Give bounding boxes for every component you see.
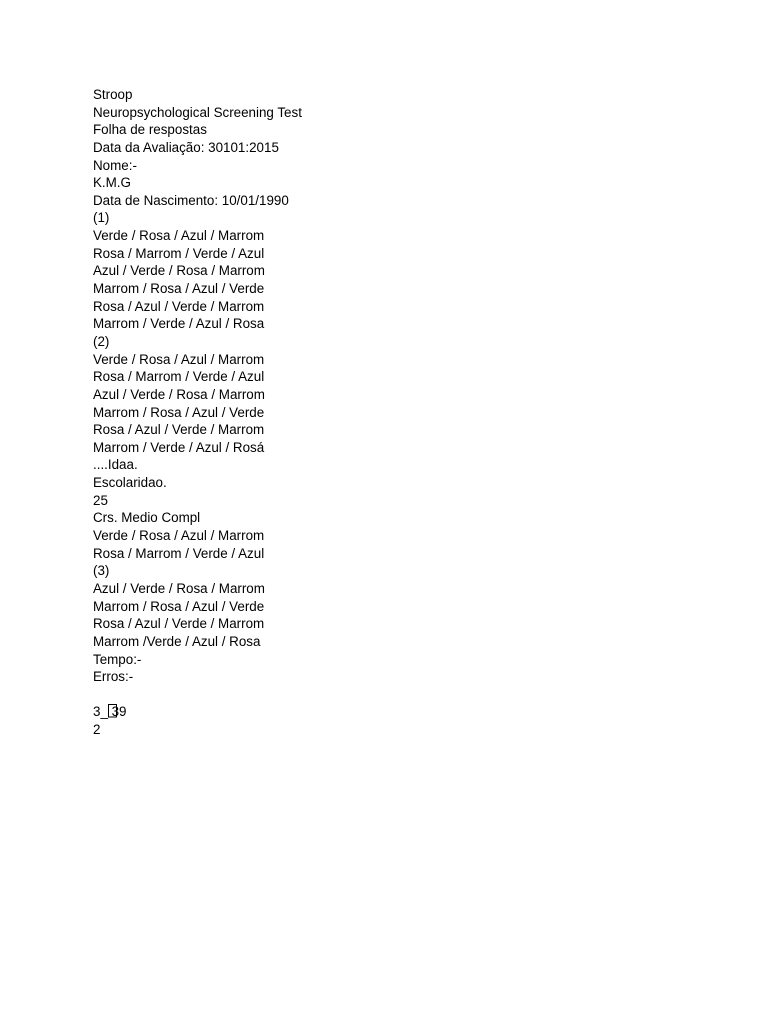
document-page: [93, 86, 693, 739]
document-subtitle: Neuropsychological Screening Test: [93, 104, 302, 120]
section-2-row: Rosa / Marrom / Verde / Azul: [93, 369, 265, 385]
section-3-row: Azul / Verde / Rosa / Marrom: [93, 580, 265, 596]
section-1-row: Marrom / Verde / Azul / Rosa: [93, 316, 265, 332]
section-3-row: Rosa / Azul / Verde / Marrom: [93, 616, 265, 632]
schooling-value: Crs. Medio Compl: [93, 510, 201, 526]
schooling-label: Escolaridao.: [93, 475, 167, 491]
answer-sheet-heading: Folha de respostas: [93, 122, 207, 138]
missing-glyph-icon: [93, 686, 693, 704]
section-2-row: Marrom / Rosa / Azul / Verde: [93, 404, 265, 420]
section-3-row: Marrom /Verde / Azul / Rosa: [93, 633, 261, 649]
section-3-row: Marrom / Rosa / Azul / Verde: [93, 598, 265, 614]
section-1-label: (1): [93, 210, 110, 226]
errors-label: Erros:-: [93, 669, 134, 685]
section-2-row: Verde / Rosa / Azul / Marrom: [93, 351, 265, 367]
name-label: Nome:-: [93, 157, 137, 173]
section-1-row: Verde / Rosa / Azul / Marrom: [93, 228, 265, 244]
evaluation-date: Data da Avaliação: 30101:2015: [93, 139, 279, 155]
name-value: K.M.G: [93, 175, 131, 191]
document-title: Stroop: [93, 87, 133, 102]
time-label: Tempo:-: [93, 651, 142, 667]
time-value: 3_ 39: [93, 704, 127, 720]
age-label: ....Idaa.: [93, 457, 138, 473]
birth-date: Data de Nascimento: 10/01/1990: [93, 192, 289, 208]
section-1-row: Rosa / Azul / Verde / Marrom: [93, 298, 265, 314]
section-2-row: Marrom / Verde / Azul / Rosá: [93, 439, 265, 455]
section-3-label: (3): [93, 563, 110, 579]
section-1-row: Rosa / Marrom / Verde / Azul: [93, 245, 265, 261]
errors-value: 2: [93, 722, 101, 738]
age-value: 25: [93, 492, 108, 508]
extra-row: Rosa / Marrom / Verde / Azul: [93, 545, 265, 561]
section-2-row: Azul / Verde / Rosa / Marrom: [93, 386, 265, 402]
section-1-row: Marrom / Rosa / Azul / Verde: [93, 281, 265, 297]
extra-row: Verde / Rosa / Azul / Marrom: [93, 528, 265, 544]
section-2-label: (2): [93, 333, 110, 349]
section-2-row: Rosa / Azul / Verde / Marrom: [93, 422, 265, 438]
section-1-row: Azul / Verde / Rosa / Marrom: [93, 263, 265, 279]
